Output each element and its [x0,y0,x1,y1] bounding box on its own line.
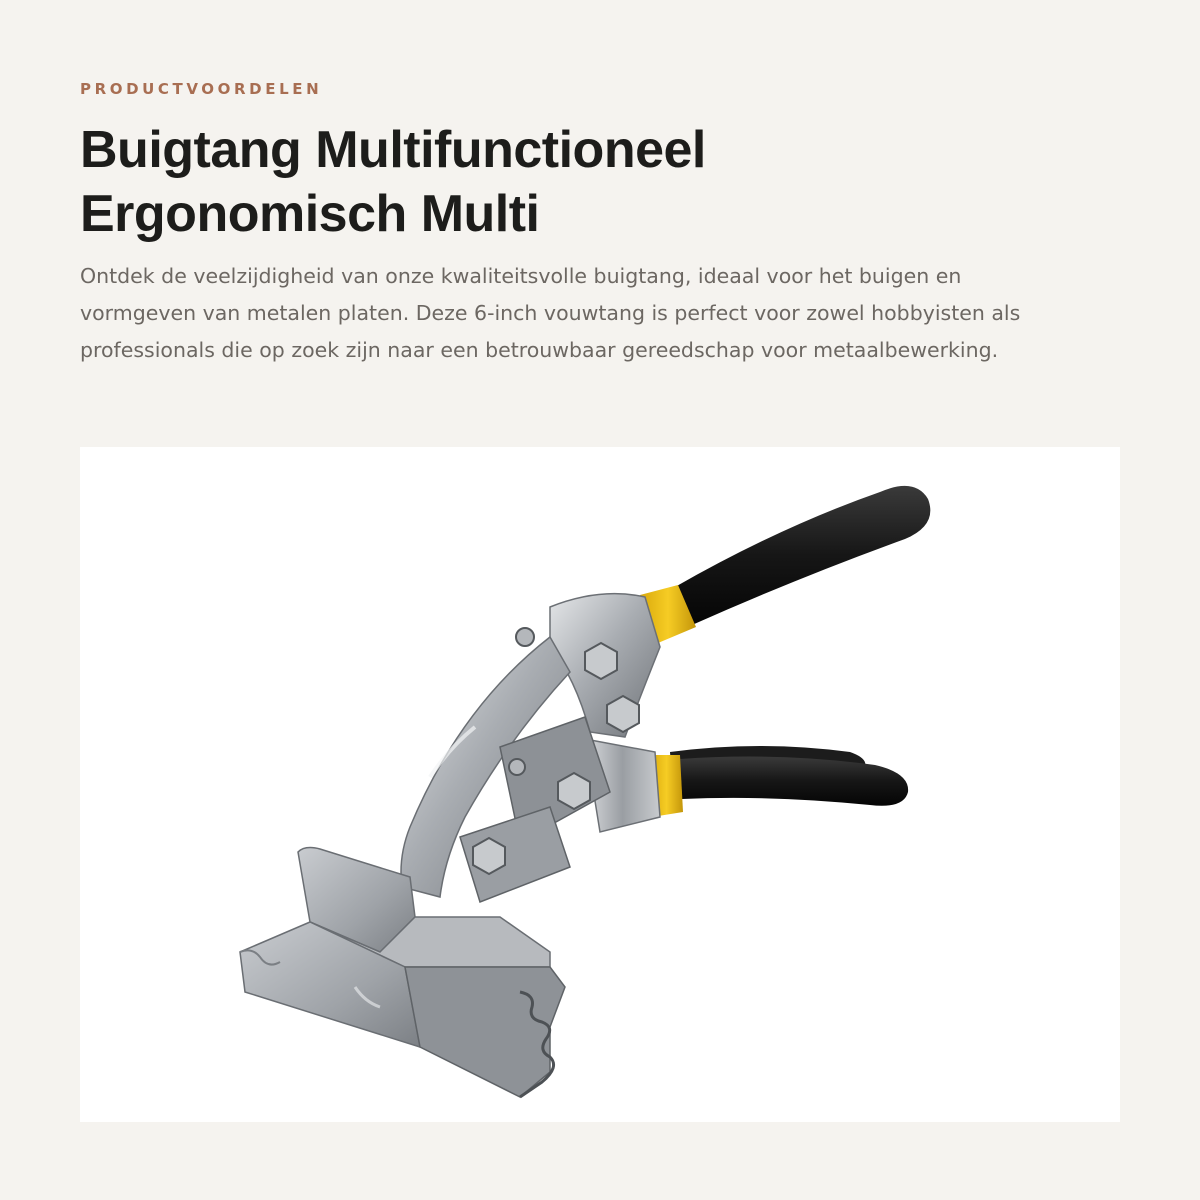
upper-handle [640,486,930,643]
product-title-line-1: Buigtang Multifunctioneel [80,121,706,179]
lower-handle [650,746,908,817]
product-title [80,118,1080,246]
product-image [80,447,1120,1122]
product-description: Ontdek de veelzijdigheid van onze kwaliteitsvolle buigtang, ideaal voor het buigen en vormgeven van metalen platen. Deze 6-inch vouwtang is perfect voor zowel hobbyisten als professionals die op zoek zijn naar een betrouwbaar gereedschap voor metaalbewerking. [80,264,1021,362]
bending-pliers-illustration [80,447,1120,1122]
section-eyebrow: PRODUCTVOORDELEN [80,80,323,98]
product-title-line-2: Ergonomisch Multi [80,185,540,243]
